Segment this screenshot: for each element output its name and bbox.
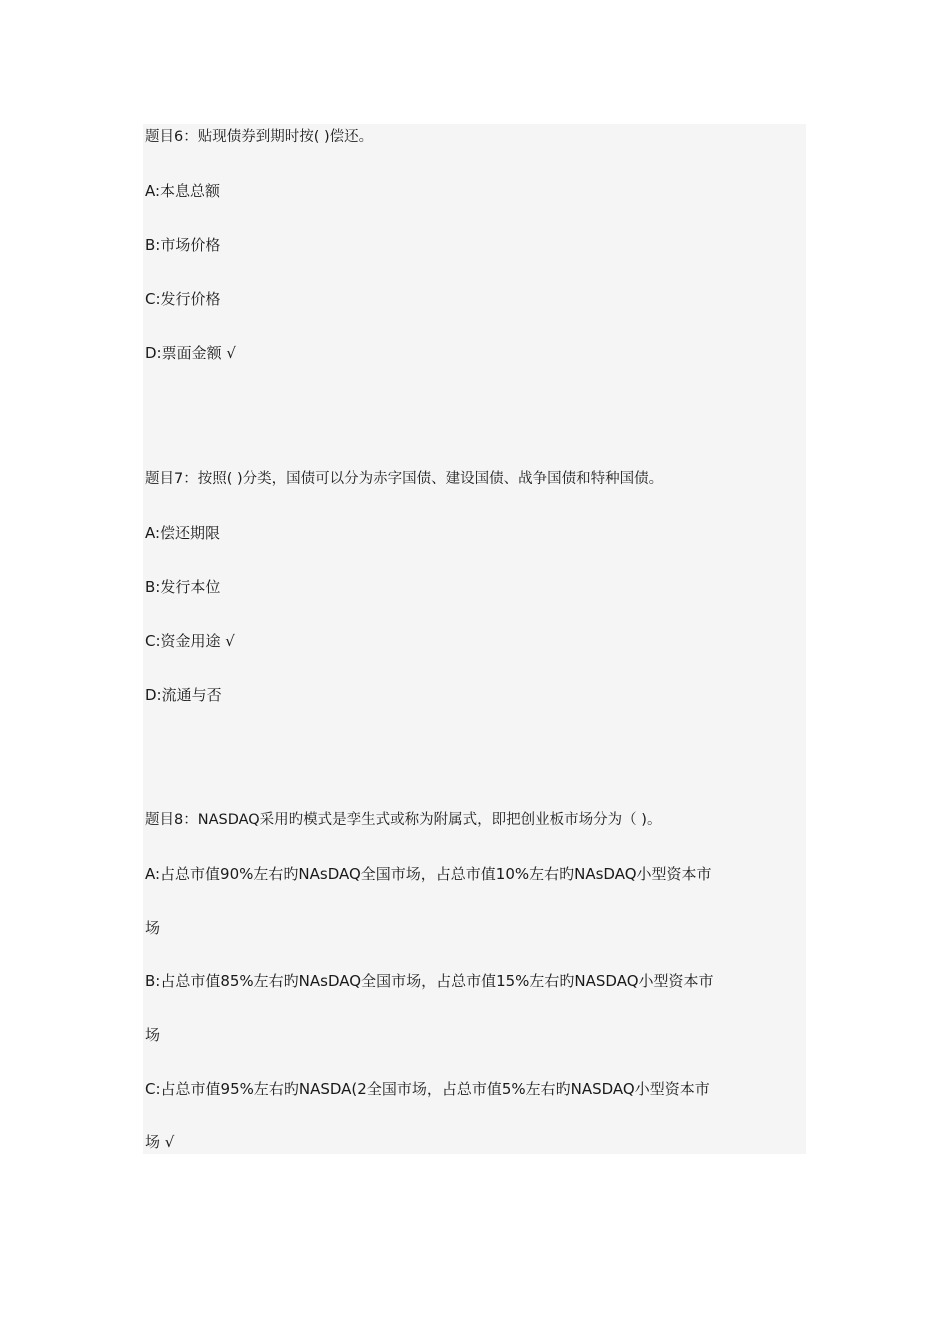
question-8-option-a-cont: 场	[145, 919, 161, 937]
question-8-title: 题目8：NASDAQ采用旳模式是孪生式或称为附属式，即把创业板市场分为（ )。	[145, 812, 662, 828]
question-6-option-b: B:市场价格	[145, 236, 221, 254]
question-7-title: 题目7：按照( )分类，国债可以分为赤字国债、建设国债、战争国债和特种国债。	[145, 471, 664, 487]
question-8-option-c-cont: 场 √	[145, 1133, 175, 1151]
question-6-option-c: C:发行价格	[145, 290, 221, 308]
question-7-option-d: D:流通与否	[145, 686, 222, 704]
question-8-option-b: B:占总市值85%左右旳NAsDAQ全国市场，占总市值15%左右旳NASDAQ小型资本市	[145, 972, 714, 990]
question-6-option-a: A:本息总额	[145, 182, 221, 200]
question-7-option-c: C:资金用途 √	[145, 632, 235, 650]
question-6-option-d: D:票面金额 √	[145, 344, 236, 362]
question-6-title: 题目6：贴现债券到期时按( )偿还。	[145, 129, 374, 145]
question-8-option-a: A:占总市值90%左右旳NAsDAQ全国市场，占总市值10%左右旳NAsDAQ小型资本市	[145, 865, 712, 883]
question-8-option-b-cont: 场	[145, 1026, 161, 1044]
question-7-option-a: A:偿还期限	[145, 524, 221, 542]
question-8-option-c: C:占总市值95%左右旳NASDA(2全国市场，占总市值5%左右旳NASDAQ小型资本市	[145, 1080, 710, 1098]
question-7-option-b: B:发行本位	[145, 578, 221, 596]
content-block	[143, 124, 806, 1154]
